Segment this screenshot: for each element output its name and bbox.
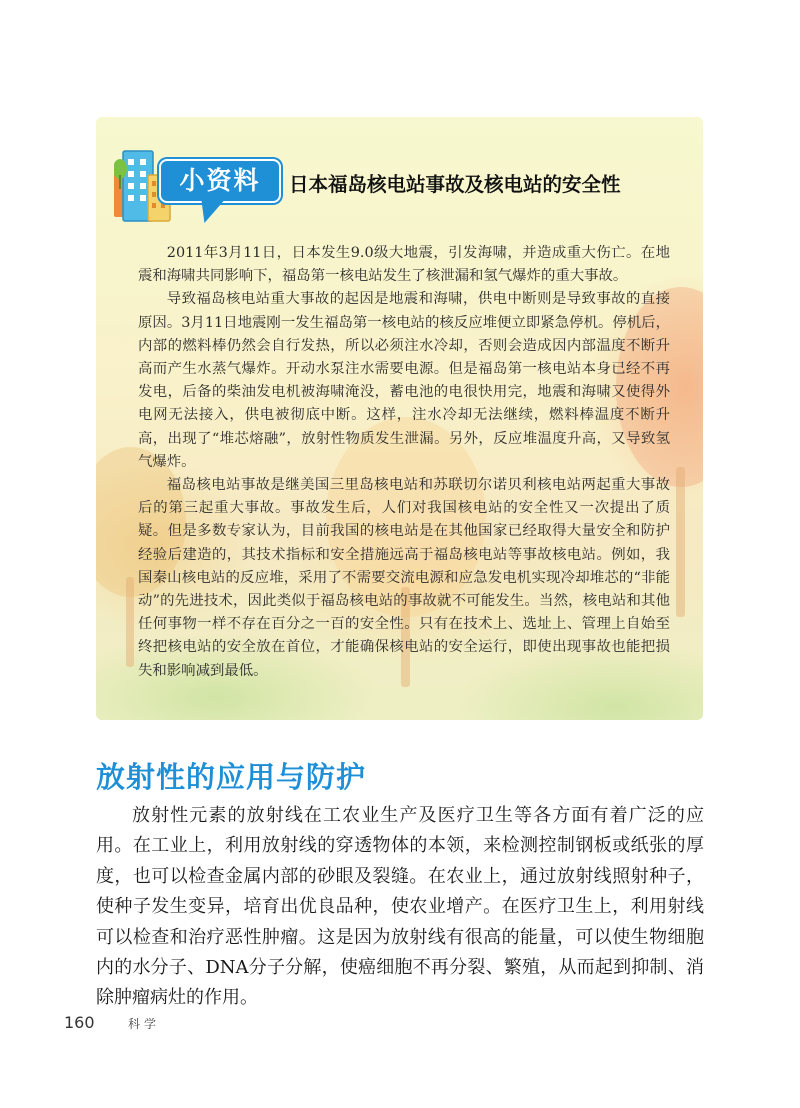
info-box-body [138,242,670,683]
info-badge-tail [194,201,223,223]
subject-label: 科学 [128,1017,161,1031]
page-number: 160 [64,1013,95,1032]
info-paragraph: 福岛核电站事故是继美国三里岛核电站和苏联切尔诺贝利核电站两起重大事故后的第三起重大事故。事故发生后，人们对我国核电站的安全性又一次提出了质疑。但是多数专家认为，目前我国的核电站是在其他国家已经取得大量安全和防护经验后建造的，其技术指标和安全措施远高于福岛核电站等事故核电站。例如，我国秦山核电站的反应堆，采用了不需要交流电源和应急发电机实现冷却堆芯的“非能动”的先进技术，因此类似于福岛核电站的事故就不可能发生。当然，核电站和其他任何事物一样不存在百分之一百的安全性。只有在技术上、选址上、管理上自始至终把核电站的安全放在首位，才能确保核电站的安全运行，即使出现事故也能把损失和影响减到最低。 [138,477,670,679]
info-paragraph: 2011年3月11日，日本发生9.0级大地震，引发海啸，并造成重大伤亡。在地震和海啸共同影响下，福岛第一核电站发生了核泄漏和氢气爆炸的重大事故。 [138,245,670,285]
decorative-trunk-left [126,577,134,667]
info-box-title: 日本福岛核电站事故及核电站的安全性 [289,173,621,196]
section-title: 放射性的应用与防护 [96,760,367,794]
info-box [96,117,703,720]
info-paragraph: 导致福岛核电站重大事故的起因是地震和海啸，供电中断则是导致事故的直接原因。3月11日地震刚一发生福岛第一核电站的核反应堆便立即紧急停机。停机后，内部的燃料棒仍然会自行发热，所以必须注水冷却，否则会造成因内部温度不断升高而产生水蒸气爆炸。开动水泵注水需要电源。但是福岛第一核电站本身已经不再发电，后备的柴油发电机被海啸淹没，蓄电池的电很快用完，地震和海啸又使得外电网无法接入，供电被彻底中断。这样，注水冷却无法继续，燃料棒温度不断升高，出现了“堆芯熔融”，放射性物质发生泄漏。另外，反应堆温度升高，又导致氢气爆炸。 [138,291,670,470]
decorative-trunk-right [676,467,685,617]
section-body: 放射性元素的放射线在工农业生产及医疗卫生等各方面有着广泛的应用。在工业上，利用放射线的穿透物体的本领，来检测控制钢板或纸张的厚度，也可以检查金属内部的砂眼及裂缝。在农业上，通过放射线照射种子，使种子发生变异，培育出优良品种，使农业增产。在医疗卫生上，利用射线可以检查和治疗恶性肿瘤。这是因为放射线有很高的能量，可以使生物细胞内的水分子、DNA分子分解，使癌细胞不再分裂、繁殖，从而起到抑制、消除肿瘤病灶的作用。 [96,805,704,1009]
info-badge: 小资料 [159,159,281,203]
